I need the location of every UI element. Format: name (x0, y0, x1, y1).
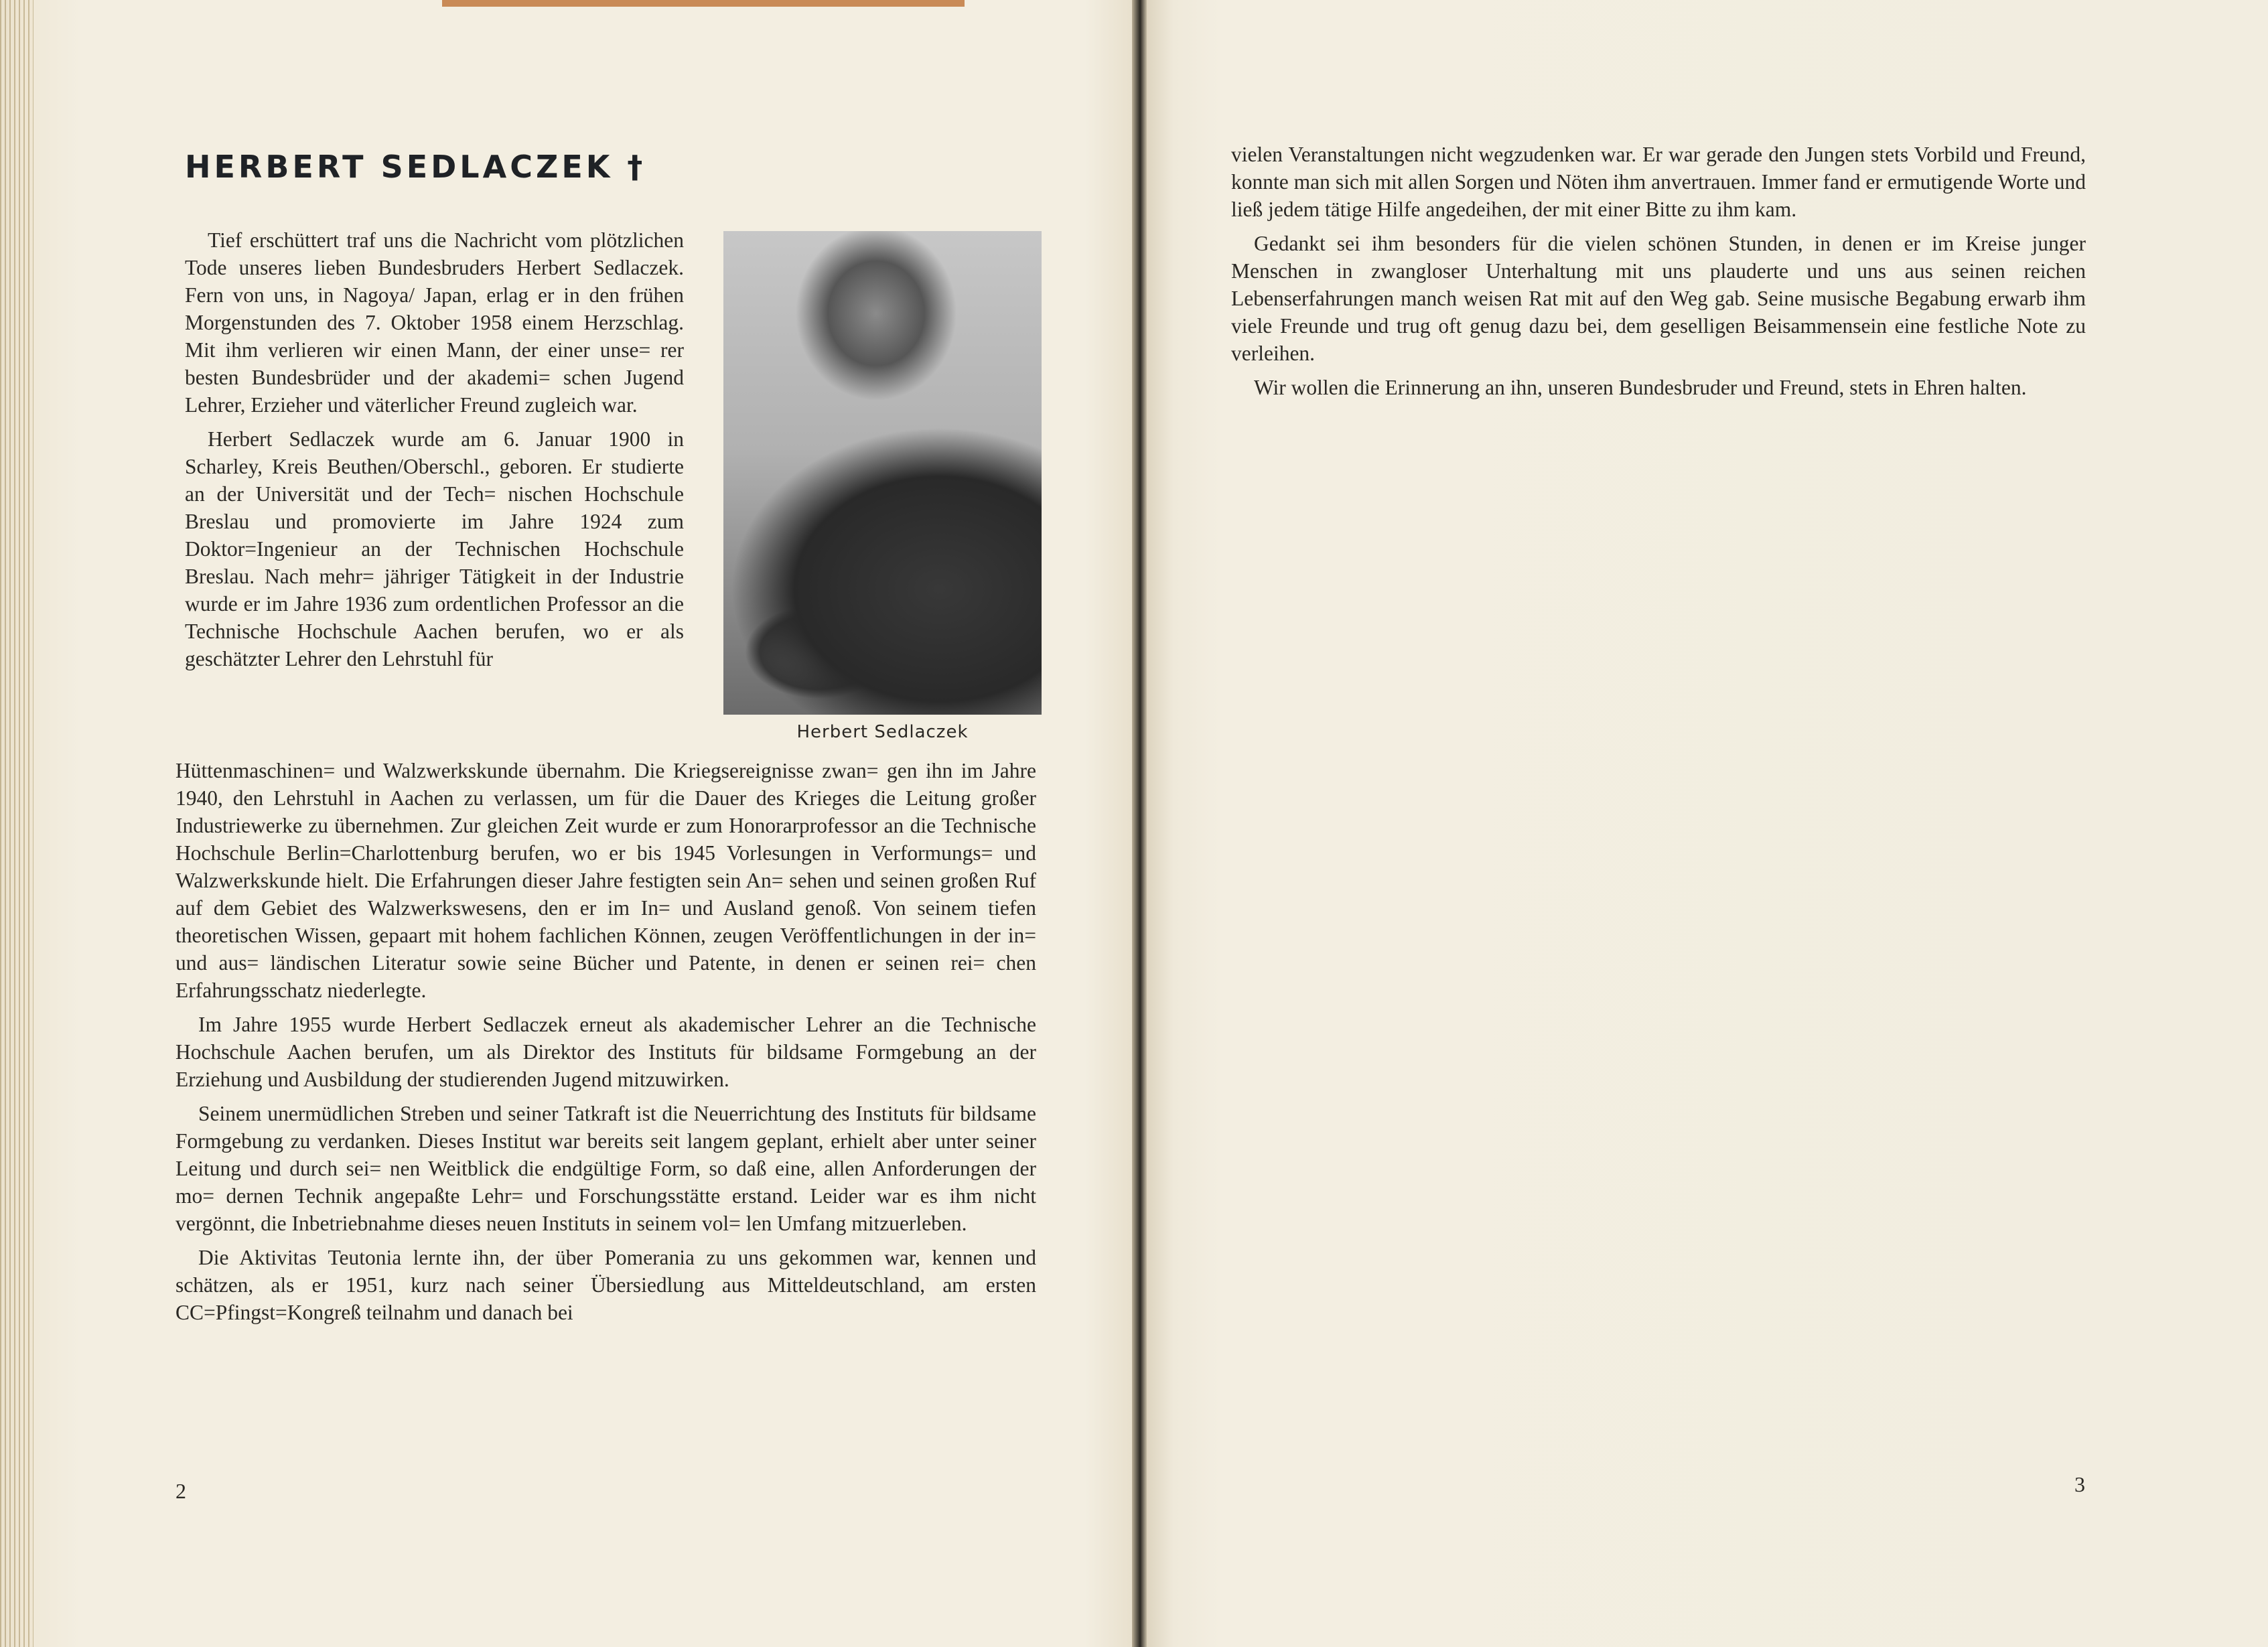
obituary-title: HERBERT SEDLACZEK † (185, 149, 646, 185)
paragraph: Wir wollen die Erinnerung an ihn, unseren Bundesbruder und Freund, stets in Ehren halten. (1254, 376, 2027, 399)
portrait-photo (723, 231, 1042, 715)
page-number-right: 3 (2074, 1472, 2085, 1496)
paragraph: Die Aktivitas Teutonia lernte ihn, der über Pomerania zu uns gekommen war, kennen und schätzen, als er 1951, kurz nach seiner Übersiedlung aus Mitteldeutschland, am ersten CC=Pfingst=Kongreß teilnahm und danach bei (175, 1246, 1036, 1324)
paragraph: Seinem unermüdlichen Streben und seiner Tatkraft ist die Neuerrichtung des Instituts für bildsame Formgebung zu verdanken. Dieses Institut war bereits seit langem geplant, erhielt aber unter seiner Leitung und durch sei= nen Weitblick die endgültige Form, so daß eine, allen Anforderungen der mo= dernen Technik angepaßte Lehr= und Forschungsstätte erstand. Leider war es ihm nicht vergönnt, die Inbetriebnahme dieses neuen Instituts in seinem vol= len Umfang mitzuerleben. (175, 1102, 1036, 1235)
left-lower-text (175, 757, 1036, 1333)
paragraph: Gedankt sei ihm besonders für die vielen schönen Stunden, in denen er im Kreise junger Menschen in zwangloser Unterhaltung mit uns plauderte und uns aus seinen reichen Lebenserfahrungen manch weisen Rat mit auf den Weg gab. Seine musische Begabung erwarb ihm viele Freunde und trug oft genug dazu bei, dem geselligen Beisammensein eine festliche Note zu verleihen. (1231, 232, 2086, 365)
paragraph: Im Jahre 1955 wurde Herbert Sedlaczek erneut als akademischer Lehrer an die Technische Hochschule Aachen berufen, um als Direktor des Instituts für bildsame Formgebung an der Erziehung und Ausbildung der studierenden Jugend mitzuwirken. (175, 1013, 1036, 1091)
right-text (1231, 141, 2086, 408)
paragraph-continued: vielen Veranstaltungen nicht wegzudenken war. Er war gerade den Jungen stets Vorbild und Freund, konnte man sich mit allen Sorgen und Nöten ihm anvertrauen. Immer fand er ermutigende Worte und ließ jedem tätige Hilfe angedeihen, der mit einer Bitte zu ihm kam. (1231, 143, 2086, 221)
bookmark-tab (442, 0, 965, 7)
paragraph: Tief erschüttert traf uns die Nachricht vom plötzlichen Tode unseres lieben Bundesbruders Herbert Sedlaczek. Fern von uns, in Nagoya/ Japan, erlag er in den frühen Morgenstunden des 7. Oktober 1958 einem Herzschlag. Mit ihm verlieren wir einen Mann, der einer unse= rer besten Bundesbrüder und der akademi= schen Jugend Lehrer, Erzieher und väterlicher Freund zugleich war. (185, 228, 684, 417)
photo-caption: Herbert Sedlaczek (796, 722, 969, 742)
left-upper-text (185, 226, 684, 679)
paragraph: Herbert Sedlaczek wurde am 6. Januar 1900 in Scharley, Kreis Beuthen/Oberschl., geboren. Er studierte an der Universität und der Tech= nischen Hochschule Breslau und promovierte im Jahre 1924 zum Doktor=Ingenieur an der Technischen Hochschule Breslau. Nach mehr= jähriger Tätigkeit in der Industrie wurde er im Jahre 1936 zum ordentlichen Professor an die Technische Hochschule Aachen berufen, wo er als geschätzter Lehrer den Lehrstuhl für (185, 427, 684, 670)
page-edge-stack (0, 0, 33, 1647)
page-number-left: 2 (175, 1479, 186, 1503)
book-spine (1132, 0, 1147, 1647)
paragraph-continued: Hüttenmaschinen= und Walzwerkskunde übernahm. Die Kriegsereignisse zwan= gen ihn im Jahre 1940, den Lehrstuhl in Aachen zu verlassen, um für die Dauer des Krieges die Leitung großer Industriewerke zu übernehmen. Zur gleichen Zeit wurde er zum Honorarprofessor an die Technische Hochschule Berlin=Charlottenburg berufen, wo er bis 1945 Vorlesungen in Verformungs= und Walzwerkskunde hielt. Die Erfahrungen dieser Jahre festigten sein An= sehen und seinen großen Ruf auf dem Gebiet des Walzwerkswesens, den er im In= und Ausland genoß. Von seinem tiefen theoretischen Wissen, gepaart mit hohem fachlichen Können, zeugen Veröffentlichungen in der in= und aus= ländischen Literatur sowie seine Bücher und Patente, in denen er seinen rei= chen Erfahrungsschatz niederlegte. (175, 759, 1036, 1002)
